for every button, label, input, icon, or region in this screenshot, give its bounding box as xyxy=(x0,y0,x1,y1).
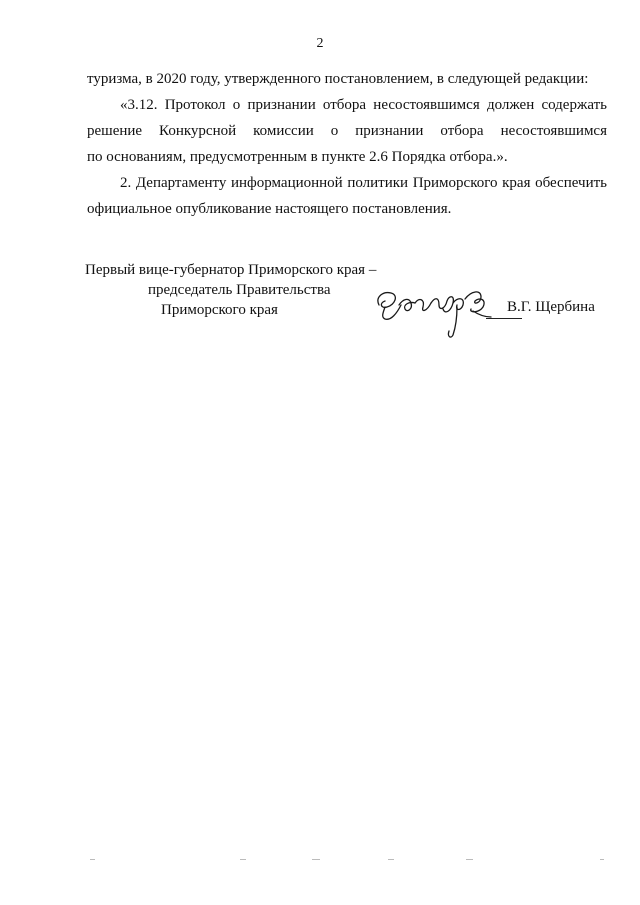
scan-mark xyxy=(240,859,246,860)
scan-mark xyxy=(466,859,473,860)
paragraph-quote-line-2: решение Конкурсной комиссии о признании отбора несостоявшимся xyxy=(87,123,607,139)
signatory-title-line-3: Приморского края xyxy=(161,302,278,318)
scan-mark xyxy=(312,859,320,860)
paragraph-intro xyxy=(87,66,607,92)
scan-mark xyxy=(388,859,394,860)
scan-mark xyxy=(90,859,95,860)
signatory-title-line-2: председатель Правительства xyxy=(148,282,331,298)
paragraph-quote xyxy=(87,92,607,170)
page-number: 2 xyxy=(316,36,324,51)
paragraph-quote-line-3: по основаниям, предусмотренным в пункте 2.6 Порядка отбора.». xyxy=(87,149,508,165)
signer-name: В.Г. Щербина xyxy=(507,299,595,315)
paragraph-intro-line: туризма, в 2020 году, утвержденного постановлением, в следующей редакции: xyxy=(87,71,589,87)
paragraph-department-line-1: 2. Департаменту информационной политики Приморского края обеспечить xyxy=(120,175,607,191)
scan-mark xyxy=(600,859,604,860)
paragraph-department-line-2: официальное опубликование настоящего постановления. xyxy=(87,201,452,217)
scan-artifacts xyxy=(0,856,640,866)
signatory-title-line-1: Первый вице-губернатор Приморского края – xyxy=(85,262,377,278)
signature-underline xyxy=(486,318,522,319)
handwritten-signature xyxy=(373,283,513,345)
paragraph-department xyxy=(87,170,607,222)
paragraph-quote-line-1: «3.12. Протокол о признании отбора несостоявшимся должен содержать xyxy=(120,97,607,113)
